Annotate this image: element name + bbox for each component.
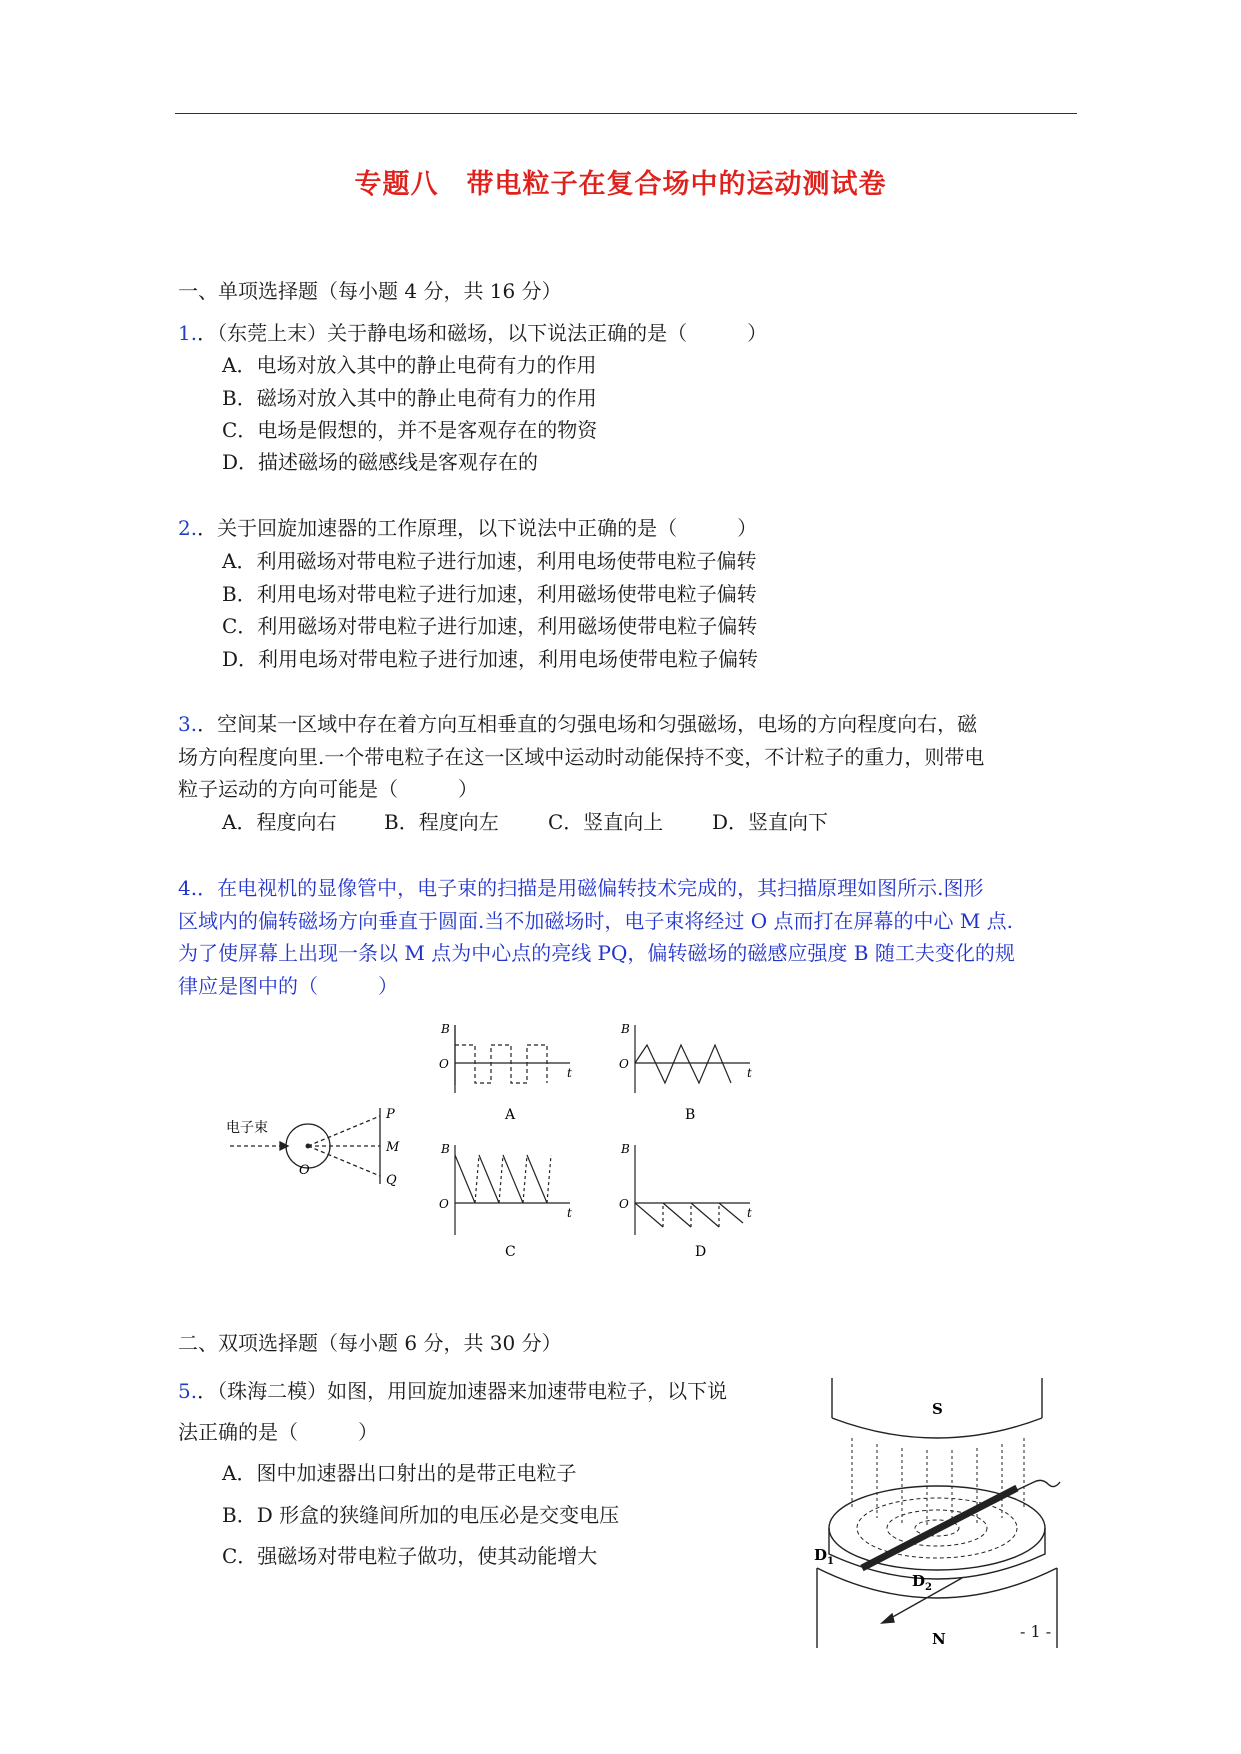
graph-c-b-label: B [441,1142,450,1156]
question-1-text: ．（东莞上末）关于静电场和磁场，以下说法正确的是（ ） [197,321,768,345]
graph-d-caption: D [695,1244,707,1260]
graph-a-o-label: O [439,1057,449,1071]
question-3-line-2: 场方向程度向里.一个带电粒子在这一区域中运动时动能保持不变，不计粒子的重力，则带电 [178,745,985,769]
question-1-option-a: A．电场对放入其中的静止电荷有力的作用 [222,353,597,377]
question-3-option-c: C．竖直向上 [548,810,664,834]
graph-d [619,1142,752,1260]
graph-a-caption: A [505,1107,516,1123]
electron-beam-label: 电子束 [226,1120,268,1136]
question-4-line-4: 律应是图中的（ ） [178,974,398,998]
question-3-text-1: ．空间某一区域中存在着方向互相垂直的匀强电场和匀强磁场，电场的方向程度向右，磁 [197,712,978,736]
graph-b [619,1022,752,1123]
question-4-line-3: 为了使屏幕上出现一条以 M 点为中心点的亮线 PQ，偏转磁场的磁感应强度 B 随工夫变化的规 [178,941,1015,965]
question-3-option-a: A．程度向右 [222,810,337,834]
question-1-number: 1. [178,321,198,345]
question-1-option-c: C．电场是假想的，并不是客观存在的物资 [222,418,598,442]
question-5-number: 5. [178,1379,198,1403]
graph-b-wave [635,1045,731,1083]
page-title: 专题八 带电粒子在复合场中的运动测试卷 [354,169,887,200]
question-2-number: 2. [178,516,198,540]
question-5-option-c: C．强磁场对带电粒子做功，使其动能增大 [222,1544,598,1568]
question-2-stem [178,513,757,543]
point-m-label: M [386,1140,400,1155]
gap-bar [862,1488,1017,1568]
question-3-number: 3. [178,712,198,736]
ray-to-q [308,1146,380,1176]
ac-source-icon [1017,1480,1060,1490]
s-pole-label: S [932,1400,943,1418]
question-3-line-1 [178,709,977,739]
graph-d-b-label: B [621,1142,630,1156]
question-1-option-d: D．描述磁场的磁感线是客观存在的 [222,450,539,474]
field-lines [852,1438,1024,1528]
question-4-line-2: 区域内的偏转磁场方向垂直于圆面.当不加磁场时，电子束将经过 O 点而打在屏幕的中心 M 点. [178,909,1014,933]
question-4-number: 4. [178,876,198,900]
exit-arrow-icon [882,1614,894,1623]
n-pole-label: N [932,1630,946,1648]
question-4-text-1: ．在电视机的显像管中，电子束的扫描是用磁偏转技术完成的，其扫描原理如图所示.图形 [197,876,984,900]
graph-a-b-label: B [441,1022,450,1036]
d1-label: $D_1$ [814,1546,834,1567]
graph-a-t-label: t [567,1066,572,1080]
question-1-stem [178,318,767,348]
point-q-label: Q [386,1173,397,1188]
top-pole-face [832,1418,1042,1438]
cyclotron-figure [812,1378,1072,1648]
graph-b-t-label: t [747,1066,752,1080]
point-o-label: O [299,1163,310,1178]
graph-b-b-label: B [621,1022,630,1036]
section-2-heading: 二、双项选择题（每小题 6 分，共 30 分） [178,1331,562,1355]
graph-b-caption: B [685,1107,696,1123]
question-2-option-c: C．利用磁场对带电粒子进行加速，利用磁场使带电粒子偏转 [222,614,758,638]
page-number: - 1 - [1020,1622,1052,1641]
question-2-option-a: A．利用磁场对带电粒子进行加速，利用电场使带电粒子偏转 [222,549,757,573]
question-1-option-b: B．磁场对放入其中的静止电荷有力的作用 [222,386,597,410]
graph-d-seg-1 [635,1203,663,1227]
question-3-line-3: 粒子运动的方向可能是（ ） [178,777,478,801]
graph-c [439,1142,572,1260]
graph-d-t-label: t [747,1206,752,1220]
graph-b-o-label: O [619,1057,629,1071]
question-3-option-b: B．程度向左 [384,810,499,834]
point-p-label: P [386,1107,395,1122]
question-2-option-b: B．利用电场对带电粒子进行加速，利用磁场使带电粒子偏转 [222,582,757,606]
graph-a [439,1022,572,1123]
question-5-option-b: B．D 形盒的狭缝间所加的电压必是交变电压 [222,1503,620,1527]
question-5-option-a: A．图中加速器出口射出的是带正电粒子 [222,1461,577,1485]
question-2-text: ．关于回旋加速器的工作原理，以下说法中正确的是（ ） [197,516,758,540]
figure-4 [220,1020,780,1260]
graph-c-seg-1 [455,1155,475,1203]
d2-label: $D_2$ [912,1572,932,1593]
section-1-heading: 一、单项选择题（每小题 4 分，共 16 分） [178,279,562,303]
header-rule [175,113,1077,114]
bottom-pole-face [817,1568,1057,1598]
graph-d-o-label: O [619,1197,629,1211]
question-5-text-1: ．（珠海二模）如图，用回旋加速器来加速带电粒子，以下说 [197,1379,728,1403]
graph-a-wave [455,1045,547,1083]
question-4-line-1 [178,873,983,903]
graph-c-o-label: O [439,1197,449,1211]
question-5-line-1 [178,1376,727,1406]
graph-c-caption: C [505,1244,516,1260]
question-5-line-2: 法正确的是（ ） [178,1420,378,1444]
graph-c-t-label: t [567,1206,572,1220]
question-3-option-d: D．竖直向下 [712,810,829,834]
ray-to-p [308,1116,380,1146]
question-2-option-d: D．利用电场对带电粒子进行加速，利用电场使带电粒子偏转 [222,647,759,671]
